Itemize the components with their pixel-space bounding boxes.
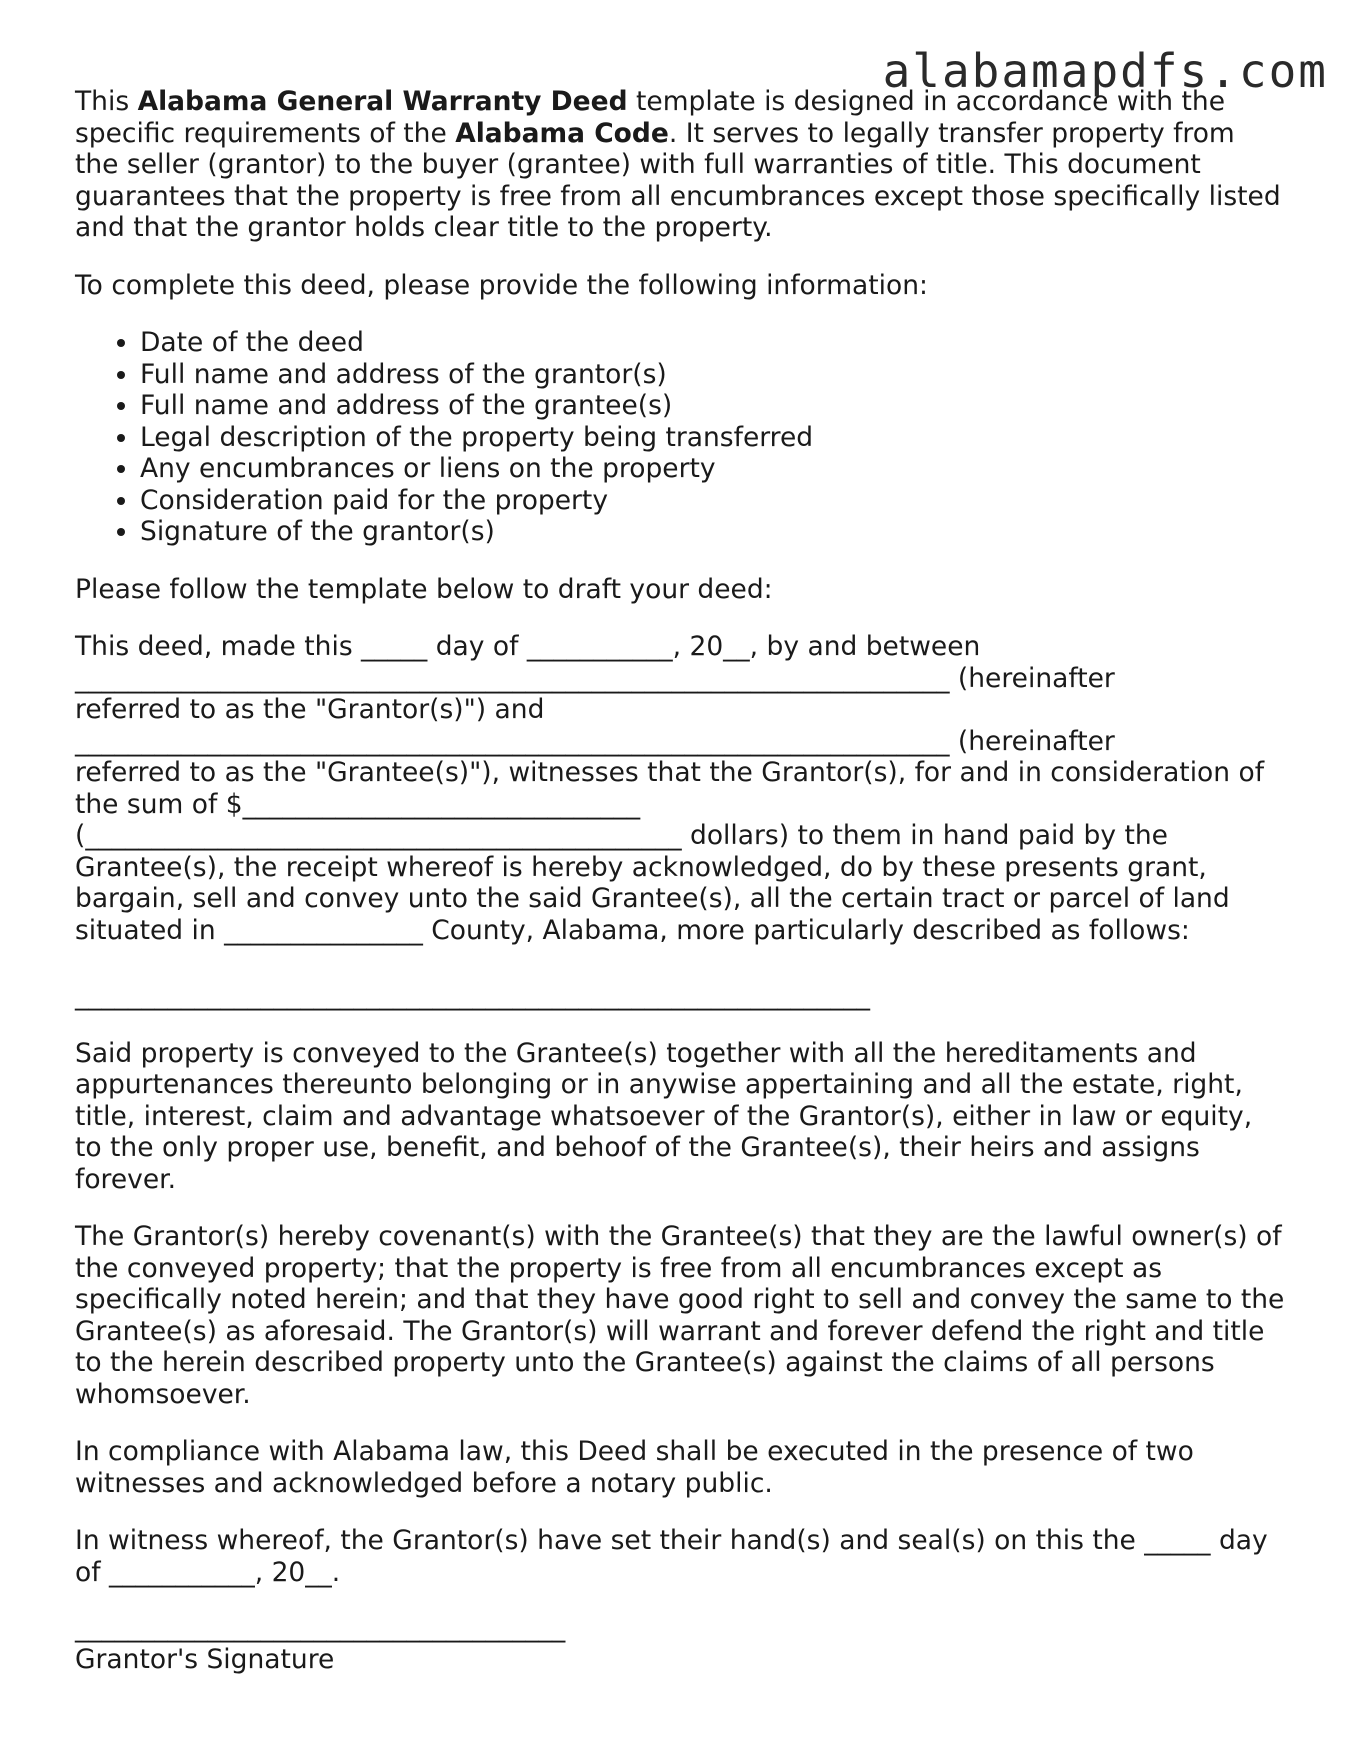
property-description-line: ____________________________________________________________ <box>75 980 870 1011</box>
signature-line: _____________________________________ <box>75 1612 566 1643</box>
deed-line: This deed, made this _____ day of ___________, 20__, by and between <box>75 631 981 662</box>
list-item: • Legal description of the property being transferred <box>140 422 1285 454</box>
conveyance-paragraph: Said property is conveyed to the Grantee(s) together with all the hereditaments and appurtenances thereunto belonging or in anywise appertaining and all the estate, right, title, interest, claim and advantage whatsoever of the Grantor(s), either in law or equity, to the only proper use, benefit, and behoof of the Grantee(s), their heirs and assigns forever. <box>75 1037 1253 1195</box>
required-info-list <box>75 327 1285 548</box>
deed-line: the sum of $______________________________ <box>75 788 641 820</box>
deed-line: Grantee(s), the receipt whereof is hereby acknowledged, do by these presents grant, <box>75 851 1207 883</box>
intro-text-2: template is designed in accordance with the specific requirements of the <box>75 86 1226 149</box>
list-item: • Full name and address of the grantor(s) <box>140 359 1285 391</box>
deed-line: situated in _______________ County, Alabama, more particularly described as follows: <box>75 914 1190 946</box>
compliance-paragraph: In compliance with Alabama law, this Deed shall be executed in the presence of two witnesses and acknowledged before a notary public. <box>75 1436 1194 1499</box>
deed-opening-paragraph <box>75 631 1285 946</box>
deed-line: bargain, sell and convey unto the said Grantee(s), all the certain tract or parcel of land <box>75 883 1230 914</box>
deed-line: referred to as the "Grantor(s)") and <box>75 694 545 725</box>
grantor-signature-block <box>75 1612 1285 1675</box>
signature-label: Grantor's Signature <box>75 1643 335 1675</box>
list-item: • Any encumbrances or liens on the property <box>140 453 1285 485</box>
deed-document <box>75 86 1285 1675</box>
deed-line: __________________________________________________________________ (hereinafter <box>75 662 1115 694</box>
intro-bold-code: Alabama Code <box>455 117 669 149</box>
list-item: • Signature of the grantor(s) <box>140 516 1285 548</box>
witness-paragraph: In witness whereof, the Grantor(s) have set their hand(s) and seal(s) on this the _____ day of ___________, 20__. <box>75 1525 1268 1588</box>
deed-line: referred to as the "Grantee(s)"), witnesses that the Grantor(s), for and in consideration of <box>75 757 1265 788</box>
list-item: • Consideration paid for the property <box>140 485 1285 517</box>
list-item: • Date of the deed <box>140 327 1285 359</box>
deed-line: __________________________________________________________________ (hereinafter <box>75 725 1115 757</box>
list-item: • Full name and address of the grantee(s) <box>140 390 1285 422</box>
covenant-paragraph: The Grantor(s) hereby covenant(s) with the Grantee(s) that they are the lawful owner(s) of the conveyed property; that the property is free from all encumbrances except as specifically noted herein; and that they have good right to sell and convey the same to the Grantee(s) as aforesaid. The Grantor(s) will warrant and forever defend the right and title to the herein described property unto the Grantee(s) against the claims of all persons whomsoever. <box>75 1221 1285 1410</box>
intro-text-3: . It serves to legally transfer property from the seller (grantor) to the buyer (grantee) with full warranties of title. This document guarantees that the property is free from all encumbrances except those specifically listed and that the grantor holds clear title to the property. <box>75 117 1281 243</box>
instructions-paragraph: To complete this deed, please provide the following information: <box>75 269 928 301</box>
deed-line: (_____________________________________________ dollars) to them in hand paid by the <box>75 820 1168 851</box>
site-watermark: alabamapdfs.com <box>882 44 1328 98</box>
intro-bold-deed-title: Alabama General Warranty Deed <box>137 86 628 117</box>
intro-text-1: This <box>75 86 138 117</box>
intro-paragraph <box>75 86 1285 244</box>
template-note: Please follow the template below to draft your deed: <box>75 573 773 605</box>
